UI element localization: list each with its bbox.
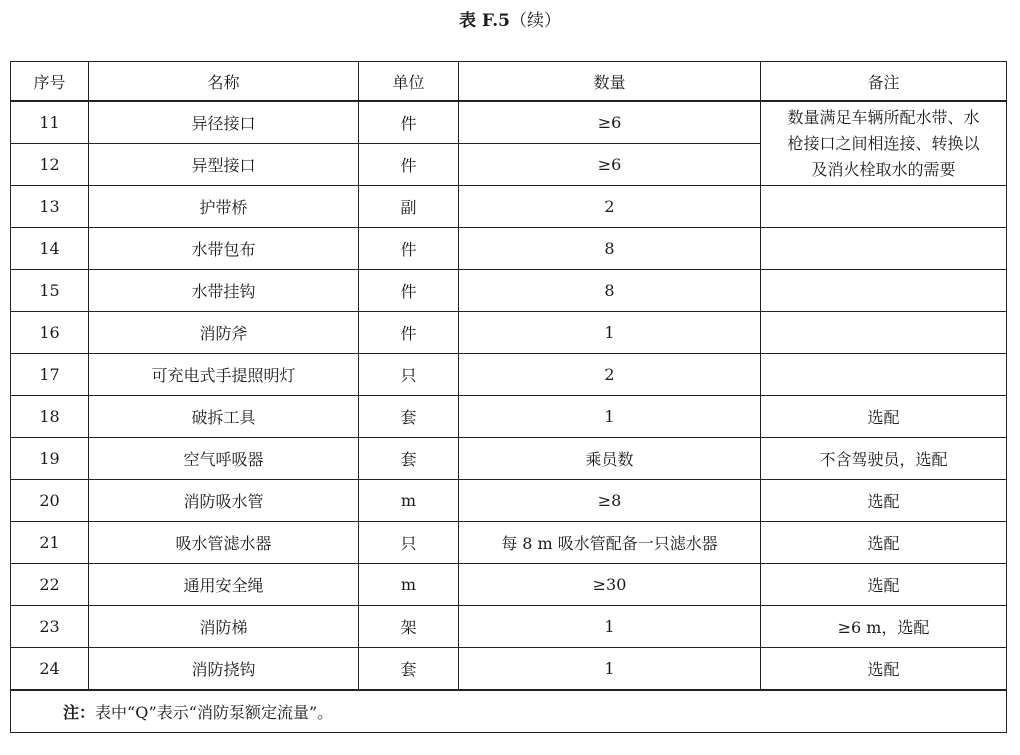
cell-unit: 件 <box>359 228 459 270</box>
cell-qty: 每 8 m 吸水管配备一只滤水器 <box>459 522 761 564</box>
footnote-row <box>11 690 1007 733</box>
table-caption <box>0 8 1020 34</box>
cell-qty: 1 <box>459 606 761 648</box>
header-no: 序号 <box>11 62 89 102</box>
cell-no: 16 <box>11 312 89 354</box>
cell-unit: 只 <box>359 354 459 396</box>
cell-qty: ≥6 <box>459 144 761 186</box>
cell-qty: ≥6 <box>459 101 761 144</box>
cell-name: 水带挂钩 <box>89 270 359 312</box>
table-row <box>11 228 1007 270</box>
cell-name: 破拆工具 <box>89 396 359 438</box>
cell-unit: 套 <box>359 648 459 691</box>
remark-line: 枪接口之间相连接、转换以 <box>787 133 980 153</box>
cell-remark: 选配 <box>761 522 1007 564</box>
cell-no: 14 <box>11 228 89 270</box>
cell-remark: 不含驾驶员，选配 <box>761 438 1007 480</box>
cell-qty: 1 <box>459 648 761 691</box>
cell-no: 12 <box>11 144 89 186</box>
table-row <box>11 480 1007 522</box>
cell-no: 18 <box>11 396 89 438</box>
remark-line: 及消火栓取水的需要 <box>811 159 956 179</box>
cell-name: 吸水管滤水器 <box>89 522 359 564</box>
cell-unit: 套 <box>359 396 459 438</box>
cell-name: 空气呼吸器 <box>89 438 359 480</box>
table-row <box>11 438 1007 480</box>
header-name: 名称 <box>89 62 359 102</box>
cell-remark: 选配 <box>761 564 1007 606</box>
header-remark: 备注 <box>761 62 1007 102</box>
remark-line: 数量满足车辆所配水带、水 <box>787 107 980 127</box>
cell-remark <box>761 270 1007 312</box>
table-footnote <box>11 690 1007 733</box>
cell-qty: 8 <box>459 270 761 312</box>
cell-remark-merged <box>761 101 1007 186</box>
header-unit: 单位 <box>359 62 459 102</box>
cell-qty: 乘员数 <box>459 438 761 480</box>
caption-prefix: 表 F.5 <box>458 11 511 31</box>
cell-no: 15 <box>11 270 89 312</box>
cell-unit: 只 <box>359 522 459 564</box>
cell-remark: 选配 <box>761 648 1007 691</box>
cell-qty: 1 <box>459 396 761 438</box>
cell-no: 21 <box>11 522 89 564</box>
header-row <box>11 62 1007 102</box>
cell-remark <box>761 312 1007 354</box>
cell-unit: 套 <box>359 438 459 480</box>
cell-name: 消防梯 <box>89 606 359 648</box>
cell-no: 23 <box>11 606 89 648</box>
caption-suffix: （续） <box>510 11 562 31</box>
equipment-table <box>10 61 1007 733</box>
cell-name: 异径接口 <box>89 101 359 144</box>
cell-remark <box>761 186 1007 228</box>
cell-qty: ≥8 <box>459 480 761 522</box>
cell-unit: 架 <box>359 606 459 648</box>
table-row <box>11 354 1007 396</box>
table-row <box>11 564 1007 606</box>
cell-name: 异型接口 <box>89 144 359 186</box>
cell-remark: 选配 <box>761 480 1007 522</box>
table-row <box>11 648 1007 691</box>
cell-name: 消防吸水管 <box>89 480 359 522</box>
footnote-text: 表中“Q”表示“消防泵额定流量”。 <box>95 703 334 722</box>
cell-no: 22 <box>11 564 89 606</box>
cell-name: 护带桥 <box>89 186 359 228</box>
table-row <box>11 186 1007 228</box>
table-row <box>11 101 1007 144</box>
cell-no: 19 <box>11 438 89 480</box>
cell-qty: 2 <box>459 186 761 228</box>
table-row <box>11 270 1007 312</box>
table-row <box>11 396 1007 438</box>
cell-remark: 选配 <box>761 396 1007 438</box>
cell-unit: 件 <box>359 270 459 312</box>
table-row <box>11 522 1007 564</box>
cell-name: 消防斧 <box>89 312 359 354</box>
cell-remark: ≥6 m，选配 <box>761 606 1007 648</box>
cell-no: 17 <box>11 354 89 396</box>
cell-unit: m <box>359 564 459 606</box>
cell-qty: 2 <box>459 354 761 396</box>
cell-qty: ≥30 <box>459 564 761 606</box>
cell-no: 20 <box>11 480 89 522</box>
cell-unit: 副 <box>359 186 459 228</box>
cell-qty: 8 <box>459 228 761 270</box>
cell-unit: m <box>359 480 459 522</box>
cell-unit: 件 <box>359 101 459 144</box>
cell-remark <box>761 354 1007 396</box>
cell-qty: 1 <box>459 312 761 354</box>
cell-name: 可充电式手提照明灯 <box>89 354 359 396</box>
footnote-label: 注： <box>63 703 96 722</box>
cell-unit: 件 <box>359 312 459 354</box>
cell-no: 13 <box>11 186 89 228</box>
cell-remark <box>761 228 1007 270</box>
cell-name: 通用安全绳 <box>89 564 359 606</box>
table-row <box>11 606 1007 648</box>
cell-no: 11 <box>11 101 89 144</box>
cell-name: 水带包布 <box>89 228 359 270</box>
cell-name: 消防挠钩 <box>89 648 359 691</box>
table-row <box>11 312 1007 354</box>
header-qty: 数量 <box>459 62 761 102</box>
cell-no: 24 <box>11 648 89 691</box>
cell-unit: 件 <box>359 144 459 186</box>
